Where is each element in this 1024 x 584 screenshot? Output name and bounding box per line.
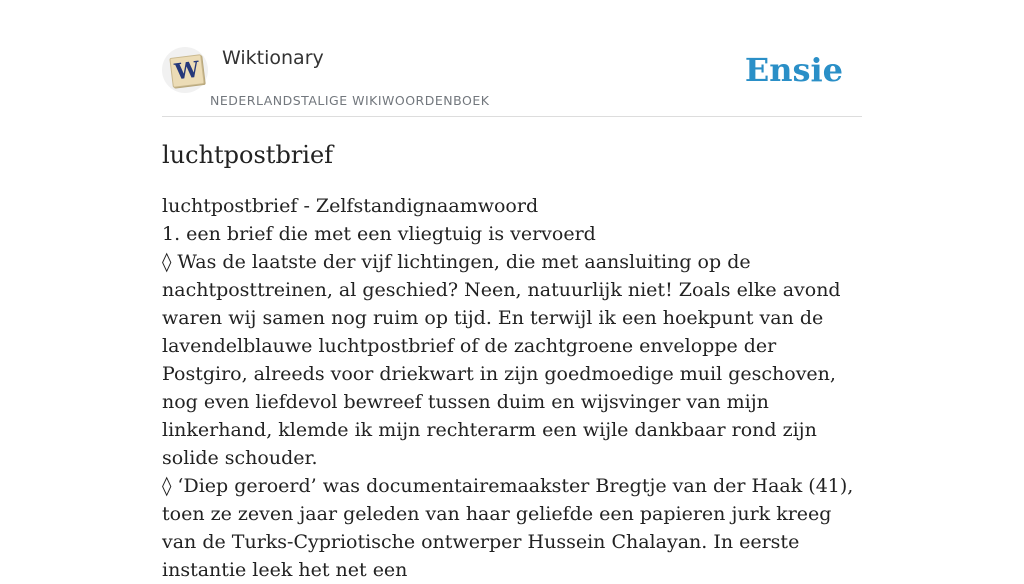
example-quote: ◊ Was de laatste der vijf lichtingen, die met aansluiting op de nachtposttreinen, al geschied? Neen, natuurlijk niet! Zoals elke avond waren wij samen nog ruim op tijd. En terwijl ik een hoekpunt van de lavendelblauwe luchtpostbrief of de zachtgroene enveloppe der Postgiro, alreeds voor driekwart in zijn goedmoedige muil geschoven, nog even liefdevol bewreef tussen duim en wijsvinger van mijn linkerhand, klemde ik mijn rechterarm een wijle dankbaar rond zijn solide schouder. <box>162 251 841 469</box>
logo-tile <box>169 54 204 88</box>
brand-logo[interactable]: Ensie <box>744 51 843 89</box>
site-subtitle: NEDERLANDSTALIGE WIKIWOORDENBOEK <box>210 93 490 108</box>
entry-content <box>162 192 862 584</box>
entry-definition: 1. een brief die met een vliegtuig is vervoerd <box>162 223 596 245</box>
page <box>162 0 862 581</box>
example-quote: ◊ ‘Diep geroerd’ was documentairemaakster Bregtje van der Haak (41), toen ze zeven jaar geleden van haar geliefde een papieren jurk kreeg van de Turks-Cypriotische ontwerper Hussein Chalayan. In eerste instantie leek het net een <box>162 475 854 581</box>
site-header <box>162 0 862 117</box>
logo-letter: W <box>173 56 201 86</box>
wiktionary-logo-icon[interactable] <box>162 47 208 93</box>
site-name[interactable]: Wiktionary <box>222 47 324 69</box>
entry-heading-line: luchtpostbrief - Zelfstandignaamwoord <box>162 195 539 217</box>
page-title: luchtpostbrief <box>162 141 334 169</box>
